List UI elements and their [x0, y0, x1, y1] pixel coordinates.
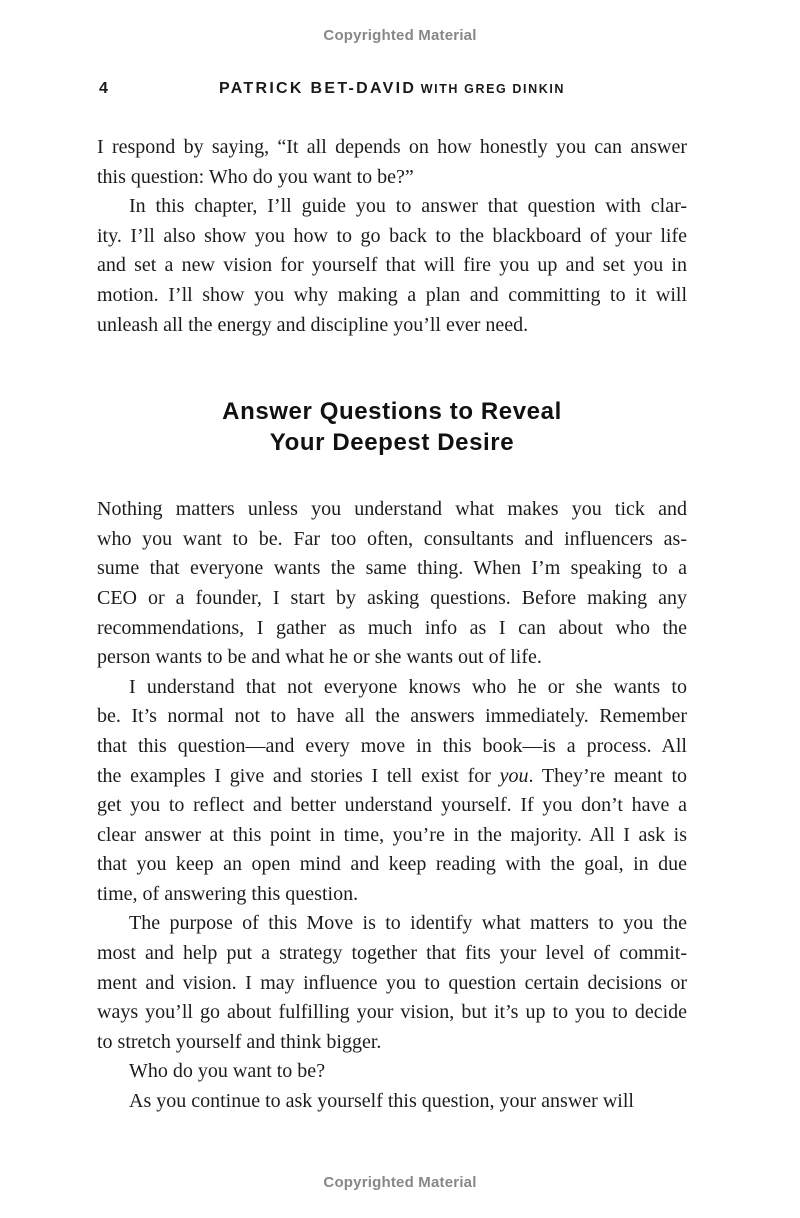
- body-line: The purpose of this Move is to identify what matters to you the: [129, 912, 687, 935]
- body-line: [97, 762, 687, 792]
- page-body-text: [97, 133, 687, 1117]
- body-line: Nothing matters unless you understand what makes you tick and: [97, 498, 687, 521]
- body-line: that you keep an open mind and keep reading with the goal, in due: [97, 853, 687, 876]
- body-line: most and help put a strategy together that fits your level of commit-: [97, 942, 687, 965]
- copyright-notice-top: Copyrighted Material: [323, 27, 477, 44]
- running-header-title: [97, 80, 687, 98]
- body-line: ment and vision. I may influence you to question certain decisions or: [97, 971, 687, 994]
- body-line: I understand that not everyone knows who he or she wants to: [129, 675, 687, 698]
- copyright-notice-bottom: Copyrighted Material: [323, 1174, 477, 1191]
- body-line: person wants to be and what he or she wants out of life.: [97, 646, 542, 669]
- running-header-coauthor: WITH GREG DINKIN: [420, 82, 566, 96]
- body-line: that this question—and every move in this book—is a process. All: [97, 734, 687, 757]
- body-paragraph: [97, 495, 687, 673]
- body-line: motion. I’ll show you why making a plan and committing to it will: [97, 283, 687, 306]
- page-number: 4: [99, 80, 108, 97]
- body-line: unleash all the energy and discipline you’ll ever need.: [97, 313, 529, 336]
- body-paragraph: [97, 673, 687, 910]
- body-paragraph: [97, 1087, 687, 1117]
- body-line: CEO or a founder, I start by asking questions. Before making any: [97, 586, 687, 609]
- section-heading-line: Your Deepest Desire: [269, 429, 515, 457]
- body-paragraph: [97, 192, 687, 340]
- body-line: be. It’s normal not to have all the answers immediately. Remember: [97, 705, 687, 728]
- body-paragraph: [97, 1057, 687, 1087]
- running-header-author: PATRICK BET-DAVID: [218, 80, 417, 97]
- running-header: [97, 80, 687, 98]
- body-line: recommendations, I gather as much info as I can about who the: [97, 616, 687, 639]
- body-line: to stretch yourself and think bigger.: [97, 1030, 382, 1053]
- body-line: I respond by saying, “It all depends on how honestly you can answer: [97, 136, 687, 158]
- body-line: ways you’ll go about fulfilling your vision, but it’s up to you to decide: [97, 1001, 687, 1024]
- body-paragraph: [97, 133, 687, 192]
- body-line: As you continue to ask yourself this question, your answer will: [129, 1090, 634, 1113]
- body-line: and set a new vision for yourself that will fire you up and set you in: [97, 254, 687, 277]
- body-line: get you to reflect and better understand yourself. If you don’t have a: [97, 794, 687, 817]
- body-line: In this chapter, I’ll guide you to answer that question with clar-: [129, 195, 687, 218]
- body-line: ity. I’ll also show you how to go back to the blackboard of your life: [97, 224, 687, 247]
- body-line: who you want to be. Far too often, consultants and influencers as-: [97, 527, 687, 550]
- body-line: Who do you want to be?: [129, 1060, 326, 1083]
- section-heading-line: Answer Questions to Reveal: [222, 398, 562, 426]
- section-heading: [97, 396, 687, 458]
- body-text-segment: the examples I give and stories I tell exist for: [97, 764, 500, 787]
- emphasis-text: you: [499, 764, 529, 787]
- body-text-segment: . They’re meant to: [528, 764, 687, 787]
- body-paragraph: [97, 909, 687, 1057]
- body-line: time, of answering this question.: [97, 882, 359, 905]
- body-line: clear answer at this point in time, you’re in the majority. All I ask is: [97, 823, 687, 846]
- body-line: this question: Who do you want to be?”: [97, 165, 414, 188]
- body-line: sume that everyone wants the same thing. When I’m speaking to a: [97, 557, 687, 580]
